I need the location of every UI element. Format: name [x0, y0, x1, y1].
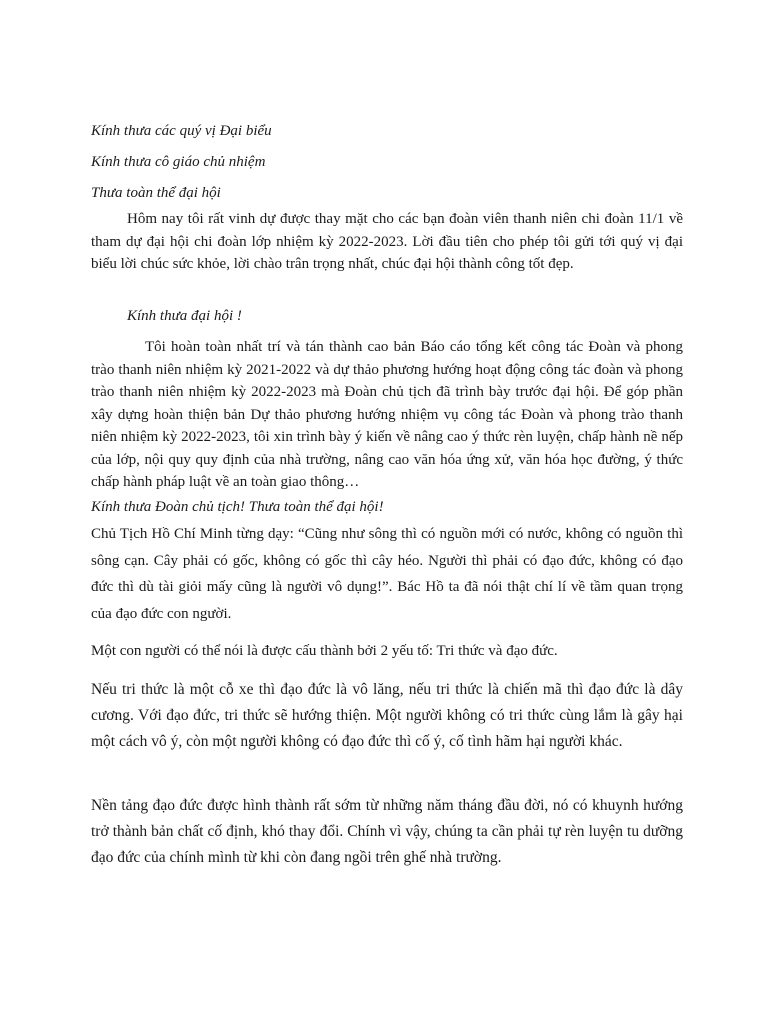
greeting-congress: Kính thưa đại hội !	[127, 308, 242, 324]
greeting-delegates: Kính thưa các quý vị Đại biểu	[91, 123, 272, 139]
greeting-presidium: Kính thưa Đoàn chủ tịch! Thưa toàn thể đại hội!	[91, 499, 384, 515]
quote-paragraph: Chủ Tịch Hồ Chí Minh từng dạy: “Cũng như sông thì có nguồn mới có nước, không có nguồn thì sông cạn. Cây phải có gốc, không có gốc thì cây héo. Người thì phải có đạo đức, không có đạo đức thì dù tài giỏi mấy cũng là người vô dụng!”. Bác Hồ ta đã nói thật chí lí về tầm quan trọng của đạo đức con người.	[91, 526, 683, 622]
greeting-congress-all: Thưa toàn thể đại hội	[91, 185, 221, 201]
factors-paragraph: Một con người có thể nói là được cấu thành bởi 2 yếu tố: Tri thức và đạo đức.	[91, 643, 558, 659]
document-page	[91, 0, 683, 1024]
intro-paragraph: Hôm nay tôi rất vinh dự được thay mặt cho các bạn đoàn viên thanh niên chi đoàn 11/1 về tham dự đại hội chi đoàn lớp nhiệm kỳ 2022-2023. Lời đầu tiên cho phép tôi gửi tới quý vị đại biểu lời chúc sức khỏe, lời chào trân trọng nhất, chúc đại hội thành công tốt đẹp.	[91, 211, 683, 272]
greeting-homeroom-teacher: Kính thưa cô giáo chủ nhiệm	[91, 154, 266, 170]
agreement-paragraph: Tôi hoàn toàn nhất trí và tán thành cao bản Báo cáo tổng kết công tác Đoàn và phong trào thanh niên nhiệm kỳ 2021-2022 và dự thảo phương hướng hoạt động công tác đoàn và phong trào thanh niên nhiệm kỳ 2022-2023 mà Đoàn chủ tịch đã trình bày trước đại hội. Để góp phần xây dựng hoàn thiện bản Dự thảo phương hướng nhiệm vụ công tác Đoàn và phong trào thanh niên nhiệm kỳ 2022-2023, tôi xin trình bày ý kiến về nâng cao ý thức rèn luyện, chấp hành nề nếp của lớp, nội quy quy định của nhà trường, nâng cao văn hóa ứng xử, văn hóa học đường, ý thức chấp hành pháp luật về an toàn giao thông…	[91, 339, 683, 490]
metaphor-paragraph: Nếu tri thức là một cỗ xe thì đạo đức là vô lăng, nếu tri thức là chiến mã thì đạo đức là dây cương. Với đạo đức, tri thức sẽ hướng thiện. Một người không có tri thức cùng lắm là gây hại một cách vô ý, còn một người không có đạo đức thì cố ý, cố tình hãm hại người khác.	[91, 681, 683, 750]
foundation-paragraph: Nền tảng đạo đức được hình thành rất sớm từ những năm tháng đầu đời, nó có khuynh hướng trở thành bản chất cố định, khó thay đổi. Chính vì vậy, chúng ta cần phải tự rèn luyện tu dưỡng đạo đức của chính mình từ khi còn đang ngồi trên ghế nhà trường.	[91, 797, 683, 866]
